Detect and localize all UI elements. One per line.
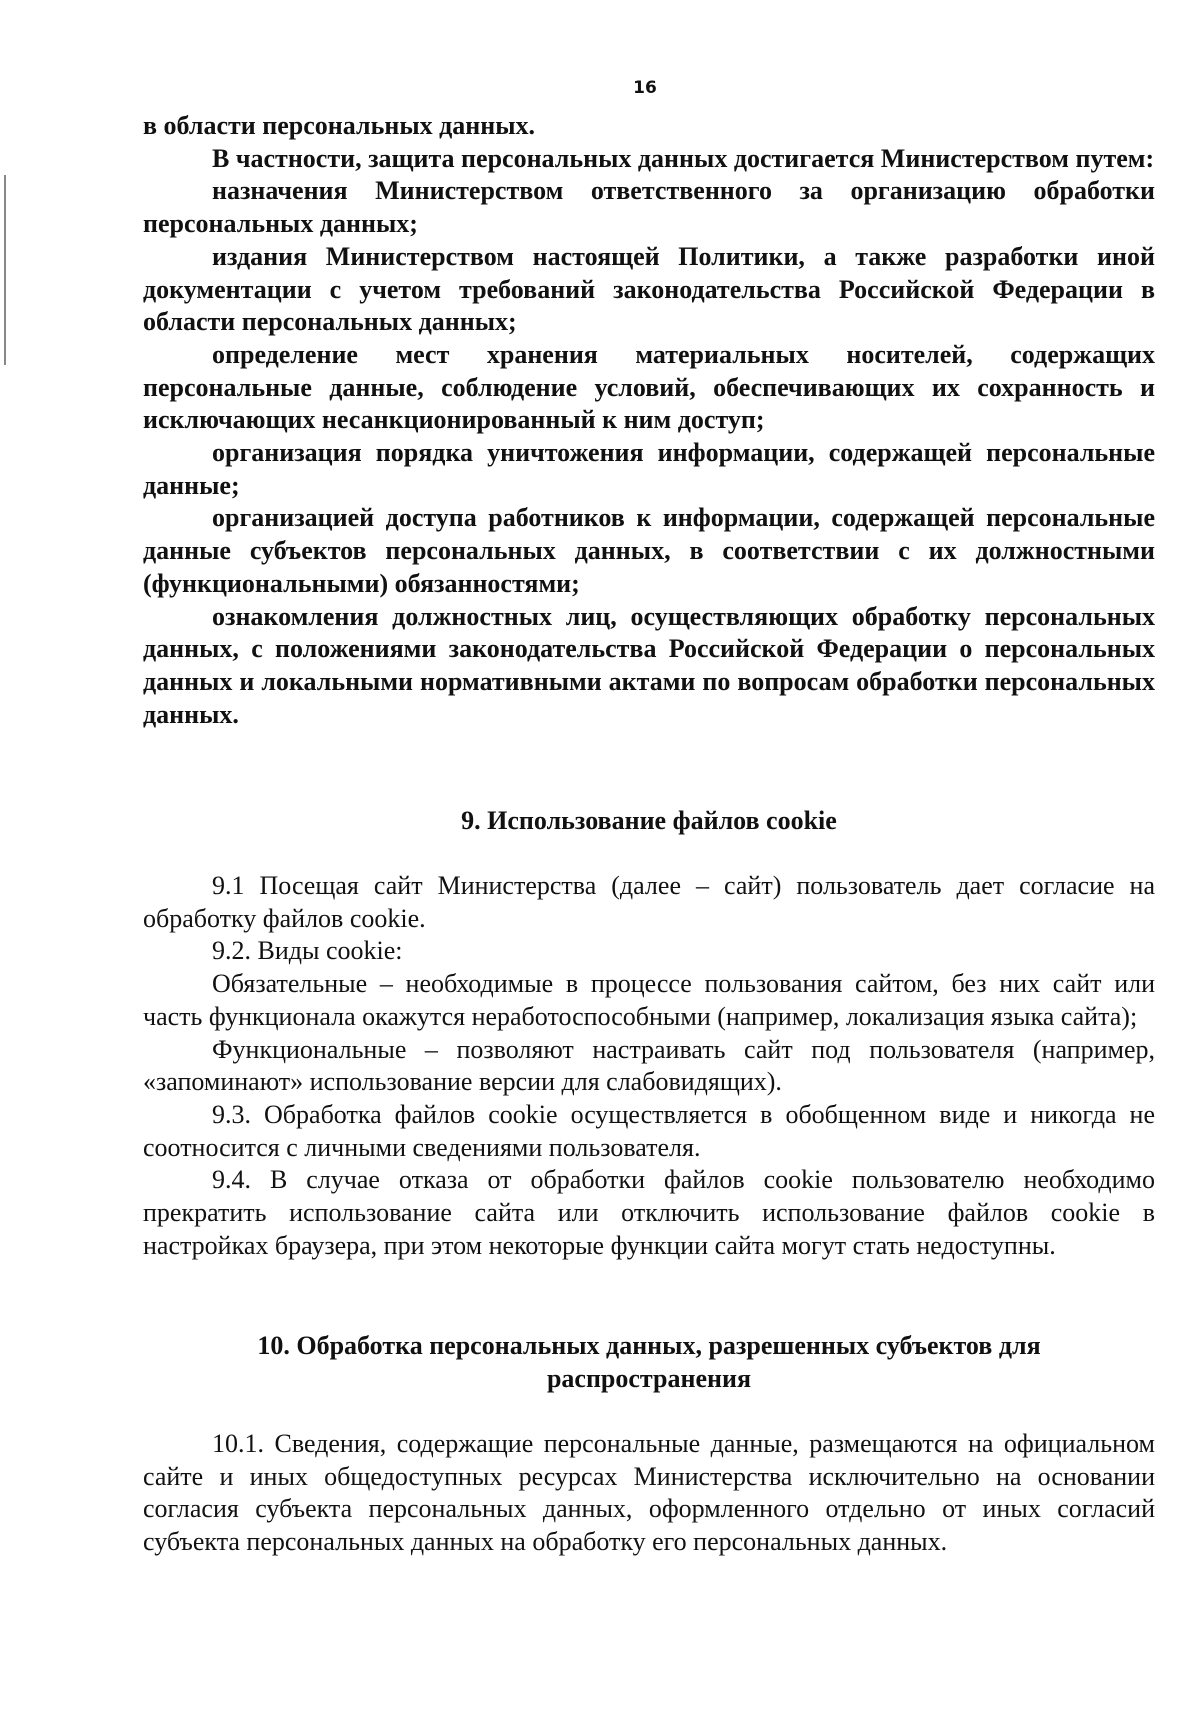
section-8-continuation bbox=[143, 110, 1155, 731]
paragraph: издания Министерством настоящей Политики, а также разработки иной документации с учетом требований законодательства Российской Федерации в области персональных данных; bbox=[143, 241, 1155, 337]
section-9-body bbox=[143, 870, 1155, 1262]
paragraph: В частности, защита персональных данных достигается Министерством путем: bbox=[212, 143, 1155, 173]
section-9-heading: 9. Использование файлов cookie bbox=[461, 806, 837, 835]
paragraph: 9.2. Виды cookie: bbox=[212, 936, 403, 966]
paragraph: 9.4. В случае отказа от обработки файлов cookie пользователю необходимо прекратить использование сайта или отключить использование файлов cookie в настройках браузера, при этом некоторые функции сайта могут стать недоступны. bbox=[143, 1165, 1155, 1260]
paragraph: назначения Министерством ответственного за организацию обработки персональных данных; bbox=[143, 176, 1155, 239]
section-10-heading bbox=[143, 1330, 1155, 1395]
paragraph: в области персональных данных. bbox=[143, 111, 536, 140]
paragraph: ознакомления должностных лиц, осуществляющих обработку персональных данных, с положениями законодательства Российской Федерации о персональных данных и локальными нормативными актами по вопросам обработки персональных данных. bbox=[143, 601, 1155, 729]
paragraph: Функциональные – позволяют настраивать сайт под пользователя (например, «запоминают» использование версии для слабовидящих). bbox=[143, 1034, 1155, 1097]
page-number: 16 bbox=[633, 78, 657, 98]
paragraph: 9.1 Посещая сайт Министерства (далее – сайт) пользователь дает согласие на обработку файлов cookie. bbox=[143, 871, 1155, 933]
paragraph: 10.1. Сведения, содержащие персональные данные, размещаются на официальном сайте и иных общедоступных ресурсах Министерства исключительно на основании согласия субъекта персональных данных, оформленного отдельно от иных согласий субъекта персональных данных на обработку его персональных данных. bbox=[143, 1429, 1155, 1557]
paragraph: организацией доступа работников к информации, содержащей персональные данные субъектов персональных данных, в соответствии с их должностными (функциональными) обязанностями; bbox=[143, 503, 1155, 598]
paragraph: 9.3. Обработка файлов cookie осуществляется в обобщенном виде и никогда не соотносится с личными сведениями пользователя. bbox=[143, 1099, 1155, 1162]
section-10-body bbox=[143, 1428, 1155, 1559]
paragraph: определение мест хранения материальных носителей, содержащих персональные данные, соблюдение условий, обеспечивающих их сохранность и исключающих несанкционированный к ним доступ; bbox=[143, 339, 1155, 435]
paragraph: организация порядка уничтожения информации, содержащей персональные данные; bbox=[143, 438, 1155, 500]
heading-line: распространения bbox=[546, 1363, 752, 1393]
scan-edge-mark bbox=[4, 175, 6, 365]
heading-line: 10. Обработка персональных данных, разрешенных субъектов для bbox=[257, 1331, 1041, 1360]
paragraph: Обязательные – необходимые в процессе пользования сайтом, без них сайт или часть функционала окажутся неработоспособными (например, локализация языка сайта); bbox=[143, 969, 1155, 1031]
